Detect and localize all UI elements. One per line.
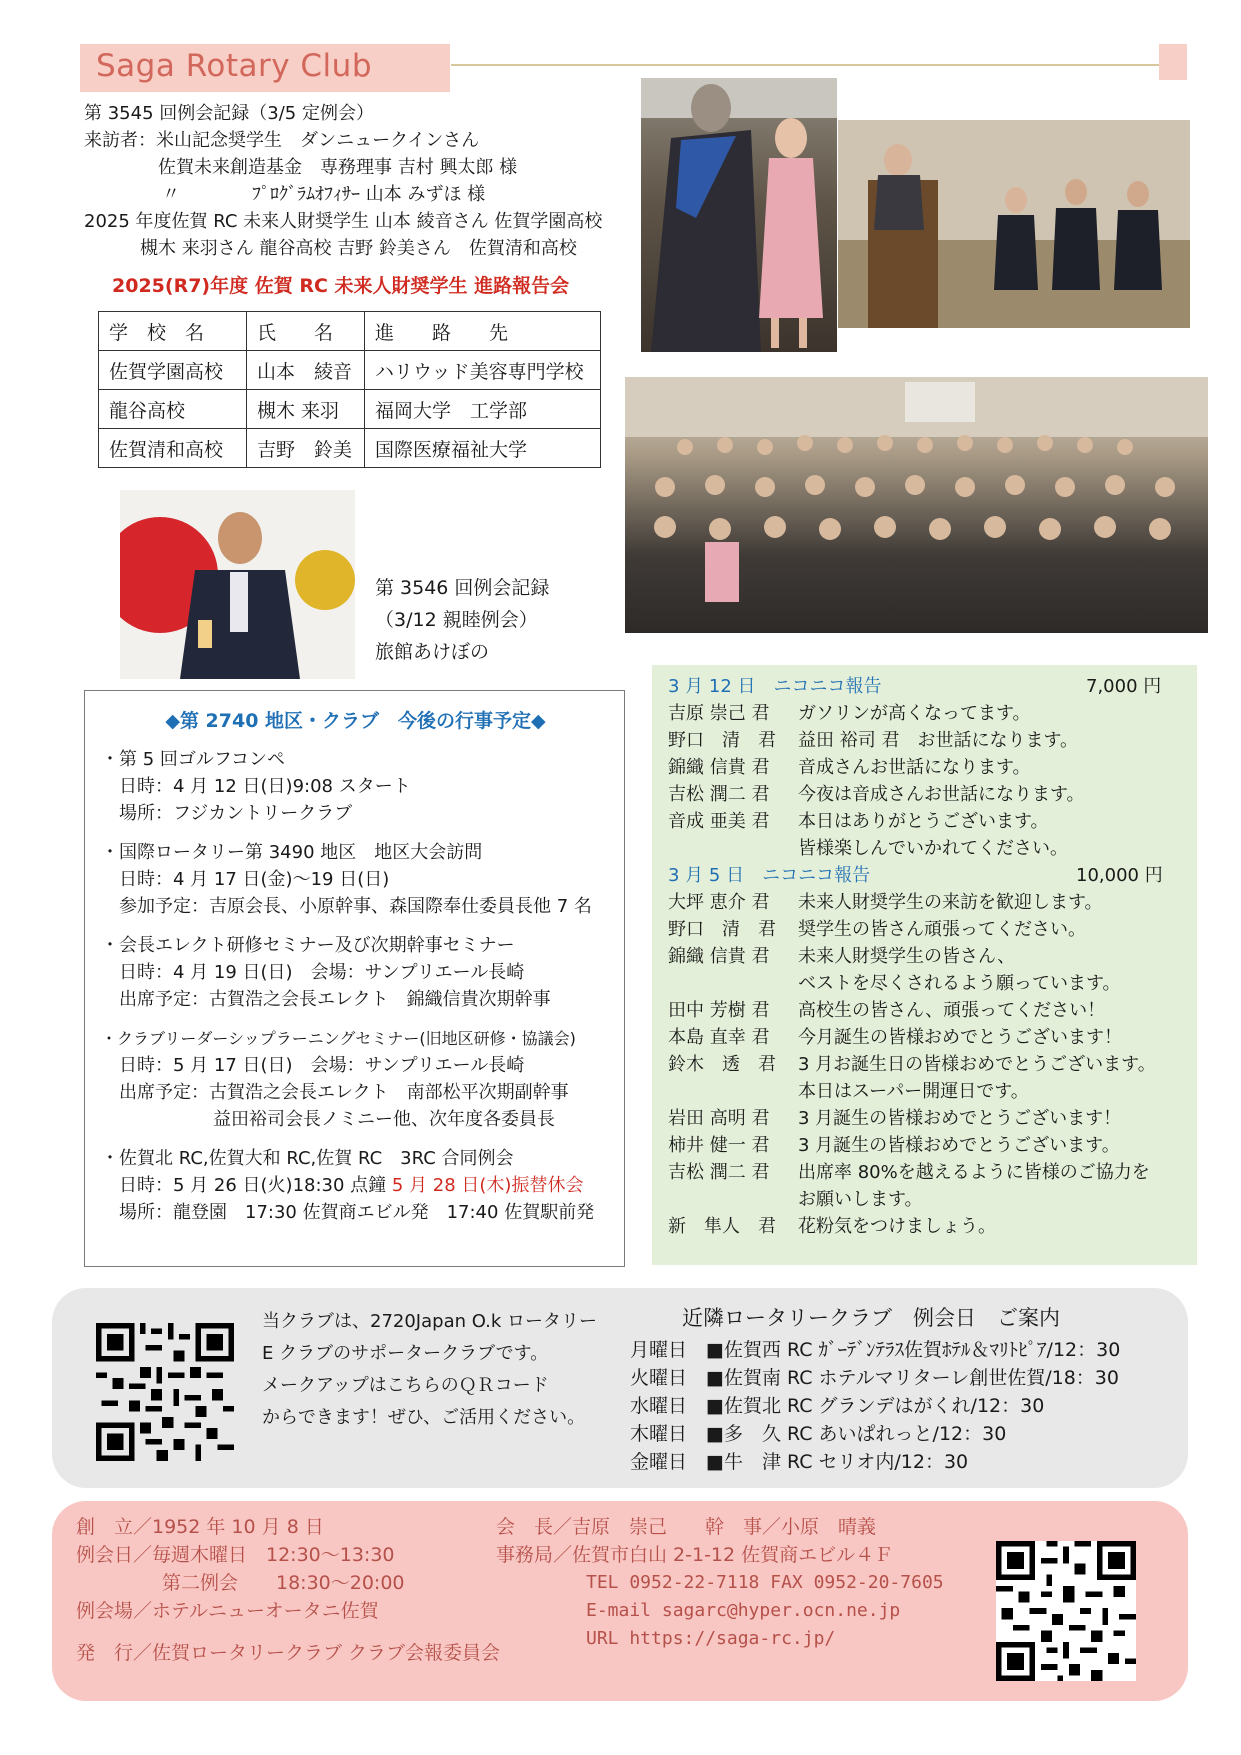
header-rule bbox=[451, 64, 1159, 66]
table-cell: 佐賀清和高校 bbox=[99, 429, 247, 468]
event-line: 参加予定：吉原会長、小原幹事、森国際奉仕委員長他 7 名 bbox=[119, 896, 592, 917]
nearby-club-row: 水曜日 ■佐賀北 RC グランデはがくれ/12：30 bbox=[630, 1395, 1045, 1417]
event-line: 益田裕司会長ノミニー他、次年度各委員長 bbox=[213, 1109, 555, 1130]
makeup-qr-code[interactable] bbox=[96, 1323, 234, 1461]
niko-heading: 3 月 5 日 ニコニコ報告 bbox=[668, 865, 871, 886]
footer-email[interactable]: E-mail sagarc@hyper.ocn.ne.jp bbox=[586, 1600, 901, 1621]
event-line-text: 日時：5 月 26 日(火)18:30 点鐘 bbox=[119, 1175, 392, 1196]
support-line: 当クラブは、2720Japan O.k ロータリー bbox=[262, 1311, 598, 1332]
visitor-line: 槻木 来羽さん 龍谷高校 吉野 鈴美さん 佐賀清和高校 bbox=[140, 238, 577, 259]
caption-line: （3/12 親睦例会） bbox=[375, 609, 538, 631]
table-cell: 佐賀学園高校 bbox=[99, 351, 247, 390]
nearby-club-row: 月曜日 ■佐賀西 RC ｶﾞｰﾃﾞﾝﾃﾗｽ佐賀ﾎﾃﾙ＆ﾏﾘﾄﾋﾟｱ/12：30 bbox=[630, 1339, 1121, 1361]
table-cell: 槻木 来羽 bbox=[247, 390, 365, 429]
niko-message: 今月誕生の皆様おめでとうございます！ bbox=[798, 1027, 1122, 1048]
niko-message: 今夜は音成さんお世話になります。 bbox=[798, 784, 1085, 805]
event-line: 日時：4 月 12 日(日)9:08 スタート bbox=[119, 776, 411, 797]
nearby-club-row: 火曜日 ■佐賀南 RC ホテルマリターレ創世佐賀/18：30 bbox=[630, 1367, 1119, 1389]
niko-message: ガソリンが高くなってます。 bbox=[798, 703, 1031, 724]
footer-meeting-day: 例会日／毎週木曜日 12:30～13:30 bbox=[76, 1544, 395, 1566]
table-cell: 龍谷高校 bbox=[99, 390, 247, 429]
table-row bbox=[99, 429, 601, 468]
table-row bbox=[99, 390, 601, 429]
visitor-line: 来訪者：米山記念奨学生 ダンニュークインさん bbox=[84, 130, 480, 151]
event-line: 場所：フジカントリークラブ bbox=[119, 803, 353, 824]
niko-message: 音成さんお世話になります。 bbox=[798, 757, 1031, 778]
support-line: からできます！ぜひ、ご活用ください。 bbox=[262, 1407, 586, 1428]
table-cell: ハリウッド美容専門学校 bbox=[365, 351, 601, 390]
event-line: 出席予定：古賀浩之会長エレクト 南部松平次期副幹事 bbox=[119, 1082, 569, 1103]
event-line: ・会長エレクト研修セミナー及び次期幹事セミナー bbox=[101, 935, 515, 956]
niko-message: 本日はありがとうございます。 bbox=[798, 811, 1049, 832]
footer-second-meeting: 第二例会 18:30～20:00 bbox=[162, 1572, 405, 1594]
footer-publisher: 発 行／佐賀ロータリークラブ クラブ会報委員会 bbox=[76, 1642, 501, 1664]
niko-message: 3 月誕生の皆様おめでとうございます。 bbox=[798, 1135, 1120, 1156]
meeting-3546-caption bbox=[375, 572, 549, 668]
footer-url[interactable]: URL https://saga-rc.jp/ bbox=[586, 1628, 836, 1649]
niko-message: ベストを尽くされるよう願っています。 bbox=[798, 973, 1121, 994]
footer-office: 事務局／佐賀市白山 2-1-12 佐賀商エビル４Ｆ bbox=[496, 1544, 894, 1566]
event-line: 日時：5 月 17 日(日) 会場：サンプリエール長崎 bbox=[119, 1055, 525, 1076]
footer-tel-fax: TEL 0952-22-7118 FAX 0952-20-7605 bbox=[586, 1572, 944, 1593]
niko-message: 出席率 80%を越えるように皆様のご協力を bbox=[798, 1162, 1150, 1183]
niko-message: お願いします。 bbox=[798, 1189, 923, 1210]
table-cell: 吉野 鈴美 bbox=[247, 429, 365, 468]
niko-report-box bbox=[652, 665, 1197, 1265]
footer-founded: 創 立／1952 年 10 月 8 日 bbox=[76, 1516, 324, 1538]
niko-message: 花粉気をつけましょう。 bbox=[798, 1216, 996, 1237]
niko-heading: 3 月 12 日 ニコニコ報告 bbox=[668, 676, 882, 697]
event-line: ・クラブリーダーシップラーニングセミナー(旧地区研修・協議会) bbox=[101, 1029, 576, 1048]
niko-message: 奨学生の皆さん頑張ってください。 bbox=[798, 919, 1086, 940]
niko-name: 柿井 健一 君 bbox=[668, 1135, 770, 1156]
niko-message: 3 月お誕生日の皆様おめでとうございます。 bbox=[798, 1054, 1156, 1075]
support-line: メークアップはこちらのＱＲコード bbox=[262, 1375, 549, 1396]
niko-name: 田中 芳樹 君 bbox=[668, 1000, 770, 1021]
table-cell: 福岡大学 工学部 bbox=[365, 390, 601, 429]
niko-name: 吉松 潤二 君 bbox=[668, 1162, 770, 1183]
visitor-line: 〃 ﾌﾟﾛｸﾞﾗﾑｵﾌｨｻｰ 山本 みずほ 様 bbox=[162, 184, 486, 205]
niko-name: 鈴木 透 君 bbox=[668, 1054, 776, 1075]
nearby-club-row: 金曜日 ■牛 津 RC セリオ内/12：30 bbox=[630, 1451, 969, 1473]
nearby-title: 近隣ロータリークラブ 例会日 ご案内 bbox=[682, 1306, 1060, 1330]
event-line: ・国際ロータリー第 3490 地区 地区大会訪問 bbox=[101, 842, 483, 863]
caption-line: 旅館あけぼの bbox=[375, 641, 490, 663]
niko-name: 吉松 潤二 君 bbox=[668, 784, 770, 805]
award-photo bbox=[641, 78, 837, 352]
website-qr-code[interactable] bbox=[996, 1541, 1136, 1681]
niko-name: 野口 清 君 bbox=[668, 919, 776, 940]
group-photo-illustration bbox=[625, 377, 1208, 633]
nearby-club-row: 木曜日 ■多 久 RC あいぱれっと/12：30 bbox=[630, 1423, 1007, 1445]
niko-message: 高校生の皆さん、頑張ってください！ bbox=[798, 1000, 1106, 1021]
speech-photo-illustration bbox=[838, 120, 1190, 328]
nearby-clubs-box bbox=[52, 1288, 1188, 1488]
niko-message: 本日はスーパー開運日です。 bbox=[798, 1081, 1029, 1102]
footer-officers: 会 長／吉原 崇己 幹 事／小原 晴義 bbox=[496, 1516, 877, 1538]
support-line: E クラブのサポータークラブです。 bbox=[262, 1343, 549, 1364]
event-line: 日時：4 月 17 日(金)～19 日(日) bbox=[119, 869, 390, 890]
caption-line: 第 3546 回例会記録 bbox=[375, 577, 550, 599]
niko-message: 未来人財奨学生の皆さん、 bbox=[798, 946, 1016, 967]
scholar-table bbox=[98, 311, 601, 468]
table-header-row bbox=[99, 312, 601, 351]
event-line: ・佐賀北 RC,佐賀大和 RC,佐賀 RC 3RC 合同例会 bbox=[101, 1148, 514, 1169]
toast-photo-illustration bbox=[120, 490, 355, 679]
table-header-cell: 学 校 名 bbox=[99, 312, 247, 351]
visitor-line: 佐賀未来創造基金 専務理事 吉村 興太郎 様 bbox=[158, 157, 518, 178]
meeting-title: 第 3545 回例会記録（3/5 定例会） bbox=[84, 103, 374, 124]
niko-name: 岩田 高明 君 bbox=[668, 1108, 770, 1129]
niko-message: 3 月誕生の皆様おめでとうございます！ bbox=[798, 1108, 1122, 1129]
event-line: ・第 5 回ゴルフコンペ bbox=[101, 749, 285, 770]
niko-name: 錦織 信貴 君 bbox=[668, 946, 770, 967]
niko-name: 錦織 信貴 君 bbox=[668, 757, 770, 778]
footer-venue: 例会場／ホテルニューオータニ佐賀 bbox=[76, 1600, 379, 1622]
niko-name: 新 隼人 君 bbox=[668, 1216, 776, 1237]
club-title: Saga Rotary Club bbox=[96, 48, 372, 84]
group-photo bbox=[625, 377, 1208, 633]
table-row bbox=[99, 351, 601, 390]
table-cell: 国際医療福祉大学 bbox=[365, 429, 601, 468]
table-header-cell: 氏 名 bbox=[247, 312, 365, 351]
niko-message: 皆様楽しんでいかれてください。 bbox=[798, 838, 1068, 859]
niko-amount: 10,000 円 bbox=[1076, 865, 1163, 886]
header-corner-block bbox=[1159, 44, 1187, 80]
visitor-line: 2025 年度佐賀 RC 未来人財奨学生 山本 綾音さん 佐賀学園高校 bbox=[84, 211, 603, 232]
events-title: ◆第 2740 地区・クラブ 今後の行事予定◆ bbox=[165, 710, 546, 732]
event-line: 日時：4 月 19 日(日) 会場：サンプリエール長崎 bbox=[119, 962, 525, 983]
event-line bbox=[119, 1172, 583, 1199]
niko-name: 野口 清 君 bbox=[668, 730, 776, 751]
events-box bbox=[84, 690, 625, 1267]
report-title: 2025(R7)年度 佐賀 RC 未来人財奨学生 進路報告会 bbox=[112, 275, 570, 297]
niko-name: 吉原 崇己 君 bbox=[668, 703, 770, 724]
event-line: 出席予定：古賀浩之会長エレクト 錦織信貴次期幹事 bbox=[119, 989, 551, 1010]
table-header-cell: 進 路 先 bbox=[365, 312, 601, 351]
niko-name: 大坪 恵介 君 bbox=[668, 892, 770, 913]
toast-photo bbox=[120, 490, 355, 679]
event-line: 場所：龍登園 17:30 佐賀商エビル発 17:40 佐賀駅前発 bbox=[119, 1202, 595, 1223]
award-photo-illustration bbox=[641, 78, 837, 352]
table-cell: 山本 綾音 bbox=[247, 351, 365, 390]
niko-message: 未来人財奨学生の来訪を歓迎します。 bbox=[798, 892, 1103, 913]
niko-message: 益田 裕司 君 お世話になります。 bbox=[798, 730, 1079, 751]
speech-photo bbox=[838, 120, 1190, 328]
niko-name: 音成 亜美 君 bbox=[668, 811, 770, 832]
niko-amount: 7,000 円 bbox=[1086, 676, 1162, 697]
club-info-footer bbox=[52, 1501, 1188, 1701]
event-highlight: 5 月 28 日(木)振替休会 bbox=[391, 1175, 584, 1196]
niko-name: 本島 直幸 君 bbox=[668, 1027, 770, 1048]
